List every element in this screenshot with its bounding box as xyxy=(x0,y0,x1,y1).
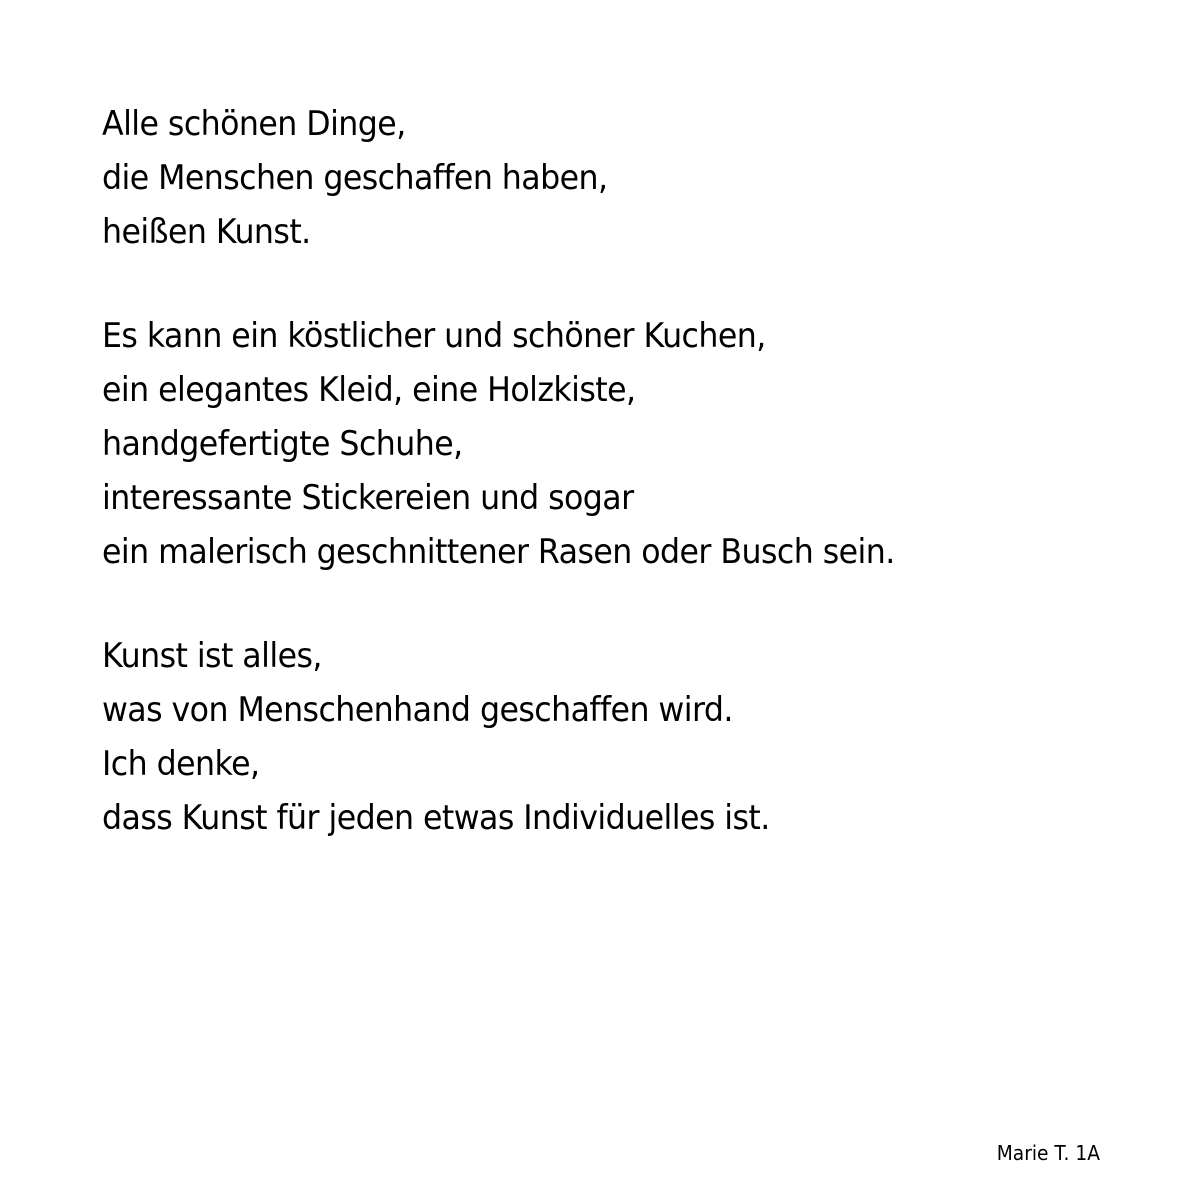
poem-line: dass Kunst für jeden etwas Individuelles ist. xyxy=(102,798,770,838)
author-signature: Marie T. 1A xyxy=(996,1141,1100,1165)
poem-line: ein malerisch geschnittener Rasen oder Busch sein. xyxy=(102,532,895,572)
poem-stanza-3 xyxy=(102,629,1162,845)
poem-line: die Menschen geschaffen haben, xyxy=(102,158,608,198)
poem-stanza-1 xyxy=(102,97,1162,259)
poem-line: handgefertigte Schuhe, xyxy=(102,424,463,464)
poem-stanza-2 xyxy=(102,309,1162,579)
poem-line: interessante Stickereien und sogar xyxy=(102,478,634,518)
poem-line: Es kann ein köstlicher und schöner Kuchen, xyxy=(102,316,766,356)
poem-line: heißen Kunst. xyxy=(102,212,311,252)
poem-line: Alle schönen Dinge, xyxy=(102,104,406,144)
poem xyxy=(102,97,1162,845)
poem-line: Kunst ist alles, xyxy=(102,636,322,676)
poem-line: Ich denke, xyxy=(102,744,260,784)
poem-line: ein elegantes Kleid, eine Holzkiste, xyxy=(102,370,636,410)
poem-line: was von Menschenhand geschaffen wird. xyxy=(102,690,733,730)
